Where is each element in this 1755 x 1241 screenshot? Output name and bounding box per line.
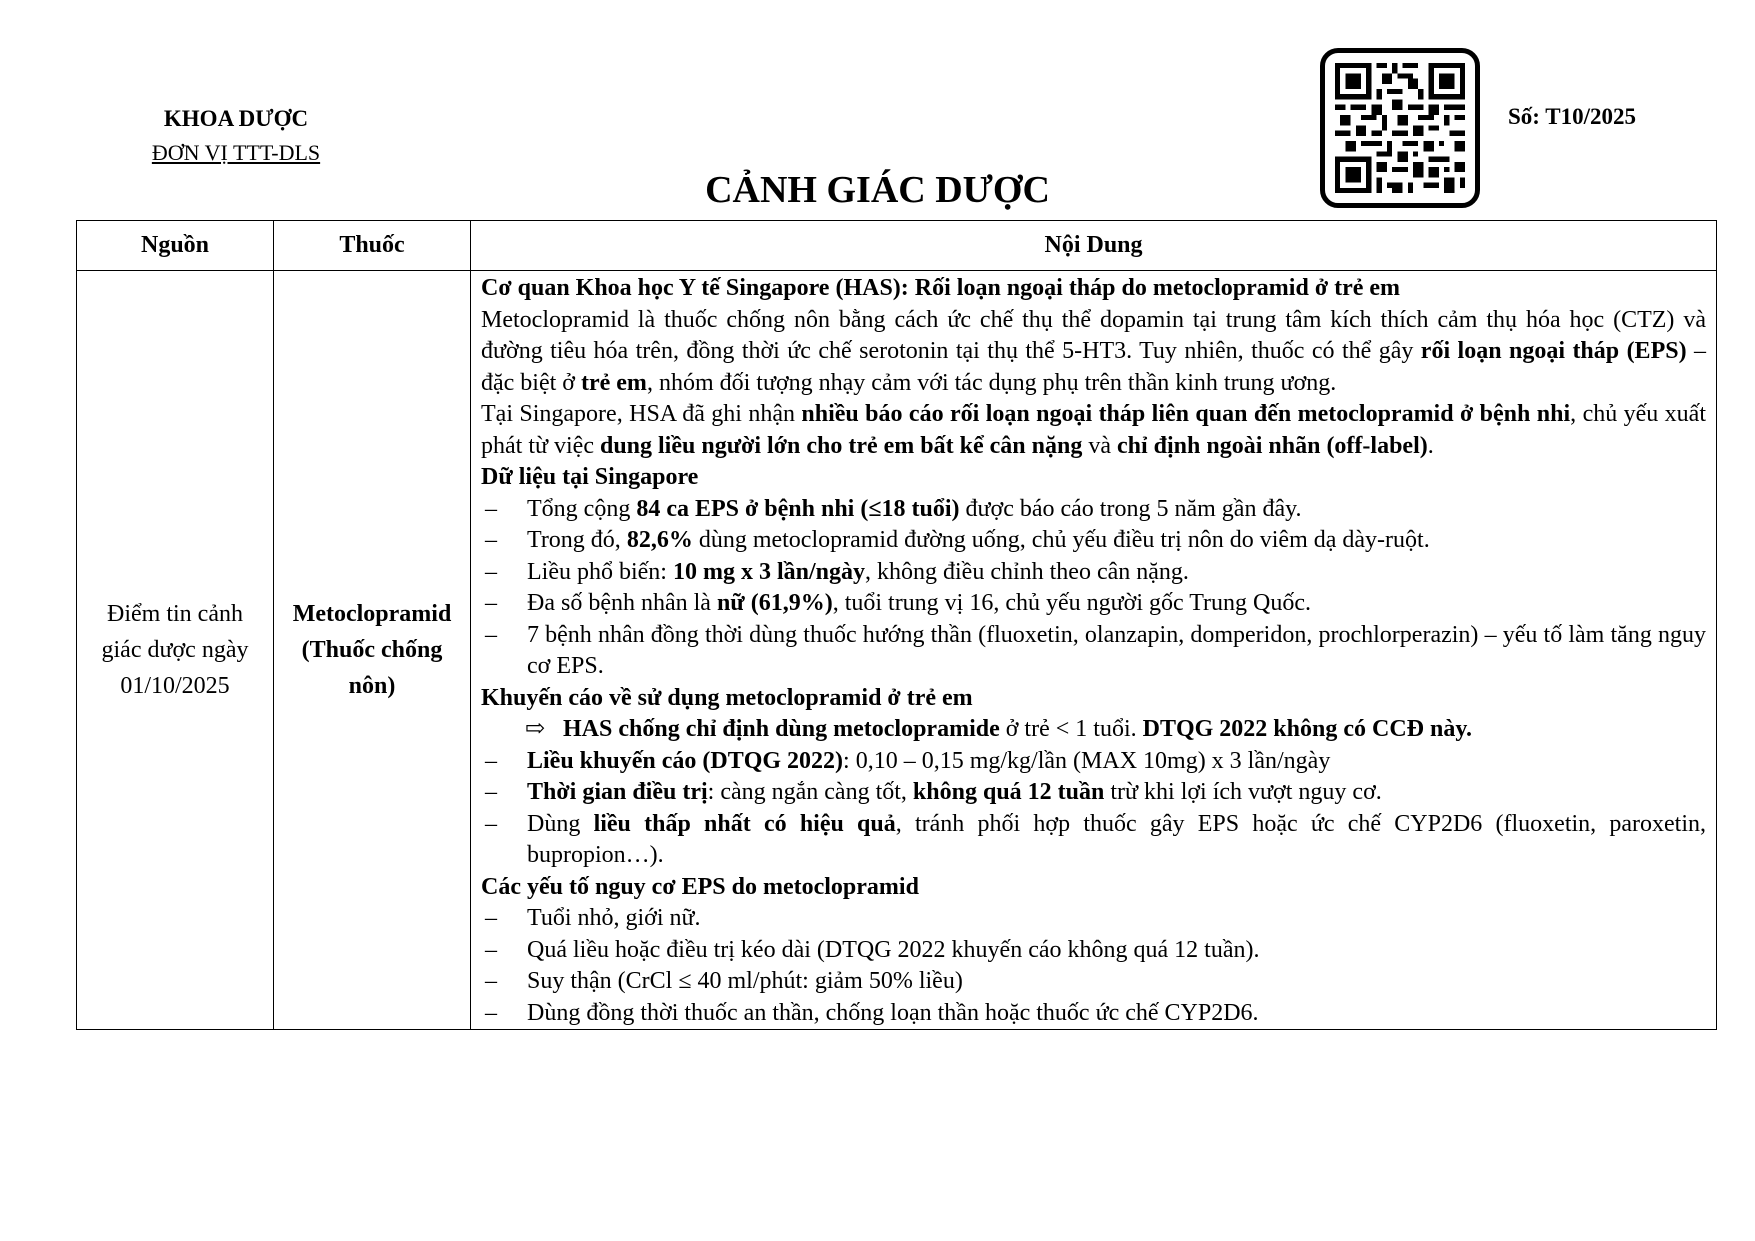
column-header-source: Nguồn xyxy=(77,221,274,271)
drug-name: Metoclopramid xyxy=(292,601,452,627)
table-header-row xyxy=(77,221,1717,271)
drug-cell xyxy=(274,271,471,1030)
list-item: – Đa số bệnh nhân là nữ (61,9%), tuổi trung vị 16, chủ yếu người gốc Trung Quốc. xyxy=(481,588,1706,620)
list-item: – 7 bệnh nhân đồng thời dùng thuốc hướng thần (fluoxetin, olanzapin, domperidon, prochlorperazin) – yếu tố làm tăng nguy cơ EPS. xyxy=(481,620,1706,683)
contraindication-note: ⇨ HAS chống chỉ định dùng metoclopramide ở trẻ < 1 tuổi. DTQG 2022 không có CCĐ này. xyxy=(481,714,1706,746)
drug-class: (Thuốc chống nôn) xyxy=(301,637,443,699)
list-item: – Trong đó, 82,6% dùng metoclopramid đường uống, chủ yếu điều trị nôn do viêm dạ dày-ruột. xyxy=(481,525,1706,557)
recommendation-heading: Khuyến cáo về sử dụng metoclopramid ở trẻ em xyxy=(481,684,973,711)
data-section-heading: Dữ liệu tại Singapore xyxy=(481,464,699,490)
singapore-paragraph: Tại Singapore, HSA đã ghi nhận nhiều báo cáo rối loạn ngoại tháp liên quan đến metoclopramid ở bệnh nhi, chủ yếu xuất phát từ việc dung liều người lớn cho trẻ em bất kể cân nặng và chỉ định ngoài nhãn (off-label). xyxy=(481,401,1707,459)
content-cell xyxy=(471,271,1717,1030)
column-header-content: Nội Dung xyxy=(471,221,1717,271)
source-cell xyxy=(77,271,274,1030)
list-item: – Liều phổ biến: 10 mg x 3 lần/ngày, không điều chỉnh theo cân nặng. xyxy=(481,557,1706,589)
document-number: Số: T10/2025 xyxy=(1508,104,1637,129)
arrow-right-icon: ⇨ xyxy=(525,716,546,742)
content-heading: Cơ quan Khoa học Y tế Singapore (HAS): Rối loạn ngoại tháp do metoclopramid ở trẻ em xyxy=(481,275,1401,301)
list-item: – Dùng đồng thời thuốc an thần, chống loạn thần hoặc thuốc ức chế CYP2D6. xyxy=(481,998,1706,1030)
list-item: – Thời gian điều trị: càng ngắn càng tốt, không quá 12 tuần trừ khi lợi ích vượt nguy cơ. xyxy=(481,777,1706,809)
source-text: Điểm tin cảnh giác dược ngày 01/10/2025 xyxy=(101,601,249,699)
list-item: – Dùng liều thấp nhất có hiệu quả, tránh phối hợp thuốc gây EPS hoặc ức chế CYP2D6 (fluoxetin, paroxetin, bupropion…). xyxy=(481,809,1706,872)
list-item: – Tuổi nhỏ, giới nữ. xyxy=(481,903,1706,935)
intro-paragraph: Metoclopramid là thuốc chống nôn bằng cách ức chế thụ thể dopamin tại trung tâm kích thích cảm thụ hóa học (CTZ) và đường tiêu hóa trên, đồng thời ức chế serotonin tại thụ thể 5-HT3. Tuy nhiên, thuốc có thể gây rối loạn ngoại tháp (EPS) – đặc biệt ở trẻ em, nhóm đối tượng nhạy cảm với tác dụng phụ trên thần kinh trung ương. xyxy=(481,306,1707,396)
risk-factors-list xyxy=(481,903,1706,1029)
risk-factors-heading: Các yếu tố nguy cơ EPS do metoclopramid xyxy=(481,873,919,900)
list-item: – Suy thận (CrCl ≤ 40 ml/phút: giảm 50% liều) xyxy=(481,966,1706,998)
table-row xyxy=(77,271,1717,1030)
recommendation-list xyxy=(481,746,1706,872)
list-item: – Liều khuyến cáo (DTQG 2022): 0,10 – 0,15 mg/kg/lần (MAX 10mg) x 3 lần/ngày xyxy=(481,746,1706,778)
column-header-drug: Thuốc xyxy=(274,221,471,271)
department-name: KHOA DƯỢC xyxy=(163,106,309,131)
unit-name: ĐƠN VỊ TTT-DLS xyxy=(151,140,321,165)
warning-table xyxy=(76,220,1717,1030)
data-list xyxy=(481,494,1706,683)
list-item: – Quá liều hoặc điều trị kéo dài (DTQG 2022 khuyến cáo không quá 12 tuần). xyxy=(481,935,1706,967)
list-item: – Tổng cộng 84 ca EPS ở bệnh nhi (≤18 tuổi) được báo cáo trong 5 năm gần đây. xyxy=(481,494,1706,526)
page-title: CẢNH GIÁC DƯỢC xyxy=(705,169,1050,211)
